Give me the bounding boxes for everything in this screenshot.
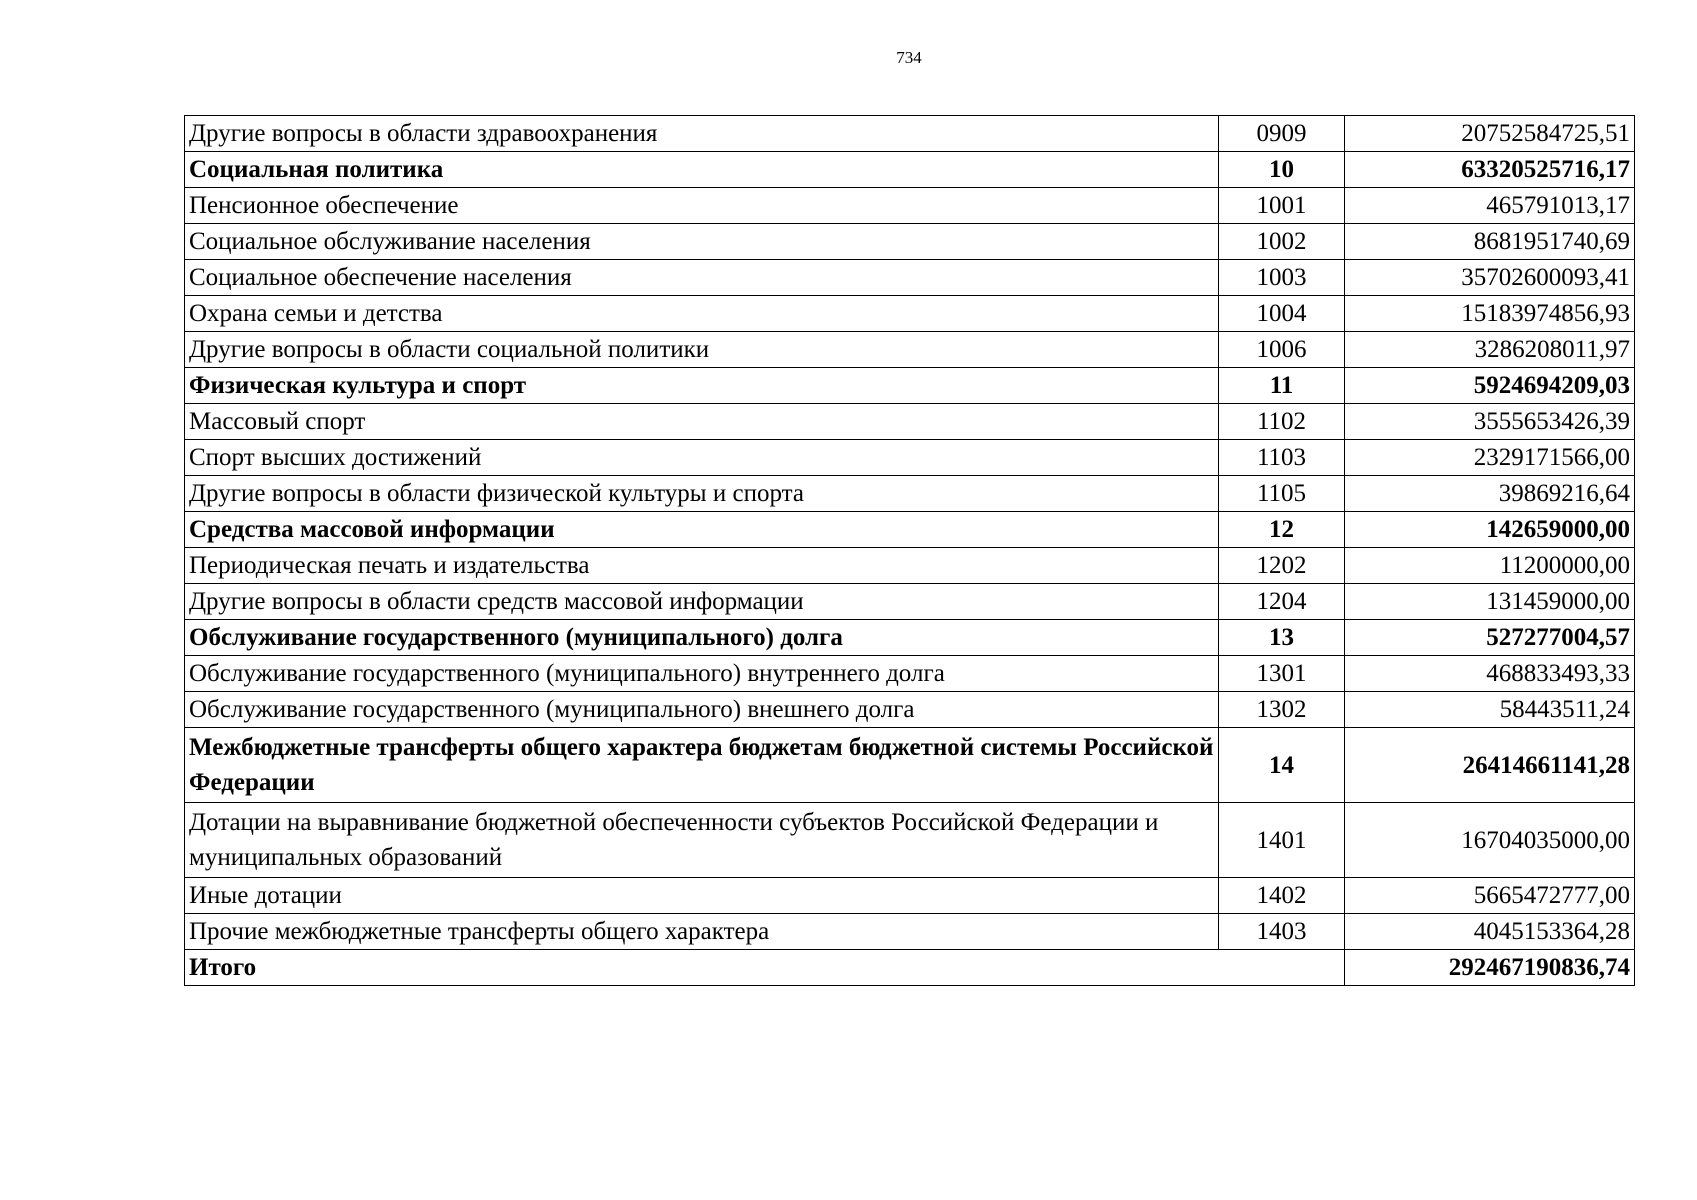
table-row (185, 296, 1635, 332)
row-code: 1105 (1219, 476, 1345, 512)
row-code: 1103 (1219, 440, 1345, 476)
row-amount: 39869216,64 (1345, 476, 1635, 512)
row-code: 1204 (1219, 584, 1345, 620)
table-row (185, 620, 1635, 656)
row-code: 1402 (1219, 878, 1345, 914)
row-code: 1001 (1219, 188, 1345, 224)
row-name: Дотации на выравнивание бюджетной обеспеченности субъектов Российской Федерации и муниципальных образований (185, 803, 1219, 878)
table-row (185, 584, 1635, 620)
table-row (185, 728, 1635, 803)
row-amount: 5924694209,03 (1345, 368, 1635, 404)
row-name: Охрана семьи и детства (185, 296, 1219, 332)
row-name: Периодическая печать и издательства (185, 548, 1219, 584)
row-name: Другие вопросы в области средств массовой информации (185, 584, 1219, 620)
row-name: Обслуживание государственного (муниципального) внешнего долга (185, 692, 1219, 728)
table-row (185, 260, 1635, 296)
row-name: Пенсионное обеспечение (185, 188, 1219, 224)
row-name: Прочие межбюджетные трансферты общего характера (185, 914, 1219, 950)
row-code: 1202 (1219, 548, 1345, 584)
table-row (185, 512, 1635, 548)
table-row (185, 368, 1635, 404)
row-name: Физическая культура и спорт (185, 368, 1219, 404)
row-code: 1401 (1219, 803, 1345, 878)
row-code: 12 (1219, 512, 1345, 548)
table-row (185, 692, 1635, 728)
row-name: Спорт высших достижений (185, 440, 1219, 476)
row-amount: 3286208011,97 (1345, 332, 1635, 368)
row-amount: 15183974856,93 (1345, 296, 1635, 332)
row-code: 0909 (1219, 116, 1345, 152)
row-amount: 58443511,24 (1345, 692, 1635, 728)
row-amount: 465791013,17 (1345, 188, 1635, 224)
row-amount: 26414661141,28 (1345, 728, 1635, 803)
table-row (185, 440, 1635, 476)
row-code: 1302 (1219, 692, 1345, 728)
row-code: 1403 (1219, 914, 1345, 950)
row-name: Социальное обеспечение населения (185, 260, 1219, 296)
row-code: 1004 (1219, 296, 1345, 332)
row-amount: 142659000,00 (1345, 512, 1635, 548)
page-number: 734 (896, 48, 922, 67)
row-amount: 5665472777,00 (1345, 878, 1635, 914)
row-name: Другие вопросы в области социальной политики (185, 332, 1219, 368)
row-name: Другие вопросы в области физической культуры и спорта (185, 476, 1219, 512)
row-name: Обслуживание государственного (муниципального) внутреннего долга (185, 656, 1219, 692)
row-code: 11 (1219, 368, 1345, 404)
budget-table-body (185, 116, 1635, 986)
row-amount: 2329171566,00 (1345, 440, 1635, 476)
row-amount: 63320525716,17 (1345, 152, 1635, 188)
row-amount: 35702600093,41 (1345, 260, 1635, 296)
row-code: 13 (1219, 620, 1345, 656)
row-code: 1002 (1219, 224, 1345, 260)
row-amount: 468833493,33 (1345, 656, 1635, 692)
table-row (185, 656, 1635, 692)
table-row (185, 476, 1635, 512)
budget-table (184, 115, 1635, 986)
row-amount: 8681951740,69 (1345, 224, 1635, 260)
row-name: Массовый спорт (185, 404, 1219, 440)
table-row (185, 878, 1635, 914)
total-label: Итого (185, 950, 1345, 986)
table-row (185, 152, 1635, 188)
table-row (185, 188, 1635, 224)
row-amount: 3555653426,39 (1345, 404, 1635, 440)
total-amount: 292467190836,74 (1345, 950, 1635, 986)
row-name: Социальное обслуживание населения (185, 224, 1219, 260)
row-amount: 20752584725,51 (1345, 116, 1635, 152)
row-code: 14 (1219, 728, 1345, 803)
row-code: 1006 (1219, 332, 1345, 368)
row-name: Социальная политика (185, 152, 1219, 188)
table-row (185, 224, 1635, 260)
table-row (185, 914, 1635, 950)
row-name: Другие вопросы в области здравоохранения (185, 116, 1219, 152)
row-amount: 131459000,00 (1345, 584, 1635, 620)
row-amount: 16704035000,00 (1345, 803, 1635, 878)
row-amount: 11200000,00 (1345, 548, 1635, 584)
row-code: 10 (1219, 152, 1345, 188)
row-name: Межбюджетные трансферты общего характера бюджетам бюджетной системы Российской Федерации (185, 728, 1219, 803)
row-code: 1102 (1219, 404, 1345, 440)
row-amount: 527277004,57 (1345, 620, 1635, 656)
row-name: Обслуживание государственного (муниципального) долга (185, 620, 1219, 656)
row-amount: 4045153364,28 (1345, 914, 1635, 950)
row-code: 1301 (1219, 656, 1345, 692)
total-row (185, 950, 1635, 986)
table-row (185, 803, 1635, 878)
table-row (185, 332, 1635, 368)
row-code: 1003 (1219, 260, 1345, 296)
table-row (185, 404, 1635, 440)
table-row (185, 548, 1635, 584)
row-name: Иные дотации (185, 878, 1219, 914)
row-name: Средства массовой информации (185, 512, 1219, 548)
table-row (185, 116, 1635, 152)
